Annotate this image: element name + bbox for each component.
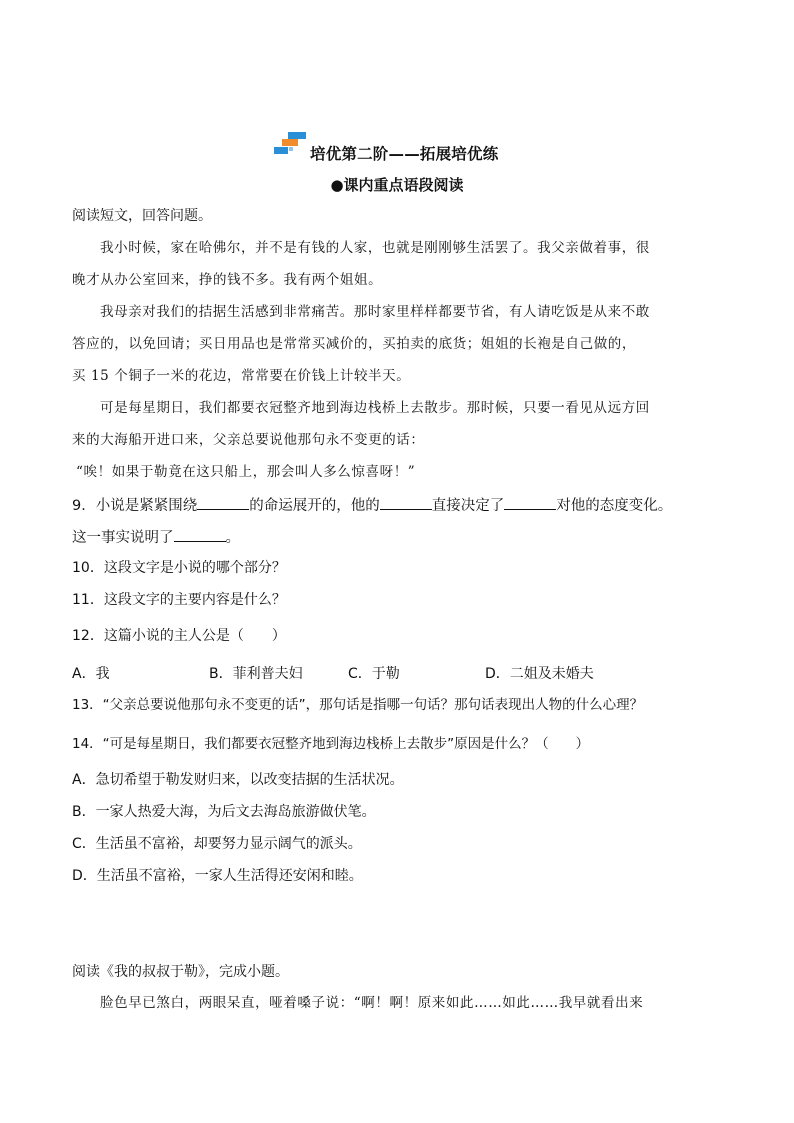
passage1-line: 我母亲对我们的拮据生活感到非常痛苦。那时家里样样都要节省，有人请吃饭是从来不敢 [100, 304, 650, 320]
question-10: 10．这段文字是小说的哪个部分？ [72, 560, 286, 576]
passage1-line: 来的大海船开进口来，父亲总要说他那句永不变更的话： [72, 432, 425, 448]
q9-blank-2[interactable] [380, 495, 432, 510]
passage1-quote: “唉！如果于勒竟在这只船上，那会叫人多么惊喜呀！” [76, 464, 416, 480]
passage1-line: 我小时候，家在哈佛尔，并不是有钱的人家，也就是刚刚够生活罢了。我父亲做着事，很 [100, 240, 650, 256]
q9-blank-1[interactable] [197, 495, 249, 510]
question-9 [72, 495, 672, 515]
passage1-line: 答应的，以免回请；买日用品也是常常买减价的，买拍卖的底货；姐姐的长袍是自己做的， [72, 336, 636, 352]
passage1-line: 晚才从办公室回来，挣的钱不多。我有两个姐姐。 [72, 272, 383, 288]
q14-option-c[interactable]: C．生活虽不富裕，却要努力显示阔气的派头。 [72, 836, 362, 852]
question-13: 13．“父亲总要说他那句永不变更的话”，那句话是指哪一句话？那句话表现出人物的什么心理？ [72, 697, 644, 713]
q9-text: 的命运展开的，他的 [249, 498, 380, 514]
q9-text: 这一事实说明了 [72, 530, 174, 546]
passage1-line: 可是每星期日，我们都要衣冠整齐地到海边栈桥上去散步。那时候，只要一看见从远方回 [100, 400, 650, 416]
q12-option-b[interactable]: B．菲利普夫妇 [209, 666, 303, 682]
section-subtitle: ●课内重点语段阅读 [330, 176, 464, 194]
q14-option-d[interactable]: D．生活虽不富裕，一家人生活得还安闲和睦。 [72, 868, 363, 884]
section-logo-icon [273, 130, 309, 158]
passage1-line: 买 15 个铜子一米的花边，常常要在价钱上计较半天。 [72, 368, 411, 384]
page-title: 培优第二阶——拓展培优练 [310, 145, 499, 163]
q9-blank-4[interactable] [174, 527, 226, 542]
passage2-line: 脸色早已煞白，两眼呆直，哑着嗓子说：“啊！啊！原来如此……如此……我早就看出来 [100, 995, 644, 1011]
q12-option-c[interactable]: C．于勒 [348, 666, 400, 682]
q12-option-d[interactable]: D．二姐及未婚夫 [485, 666, 594, 682]
q9-text: 9．小说是紧紧围绕 [72, 498, 198, 514]
question-11: 11．这段文字的主要内容是什么？ [72, 592, 286, 608]
q9-blank-3[interactable] [504, 495, 556, 510]
question-12: 12．这篇小说的主人公是（ ） [72, 628, 286, 644]
q9-text: 直接决定了 [431, 498, 505, 514]
passage1-instruction: 阅读短文，回答问题。 [72, 208, 212, 224]
question-14: 14．“可是每星期日，我们都要衣冠整齐地到海边栈桥上去散步”原因是什么？（ ） [72, 736, 590, 752]
q9-text: 。 [225, 530, 240, 546]
q14-option-a[interactable]: A．急切希望于勒发财归来，以改变拮据的生活状况。 [72, 772, 404, 788]
passage2-instruction: 阅读《我的叔叔于勒》，完成小题。 [72, 964, 289, 980]
q14-option-b[interactable]: B．一家人热爱大海，为后文去海岛旅游做伏笔。 [72, 804, 376, 820]
question-9-cont [72, 527, 240, 547]
q12-option-a[interactable]: A．我 [72, 666, 110, 682]
q9-text: 对他的态度变化。 [556, 498, 673, 514]
